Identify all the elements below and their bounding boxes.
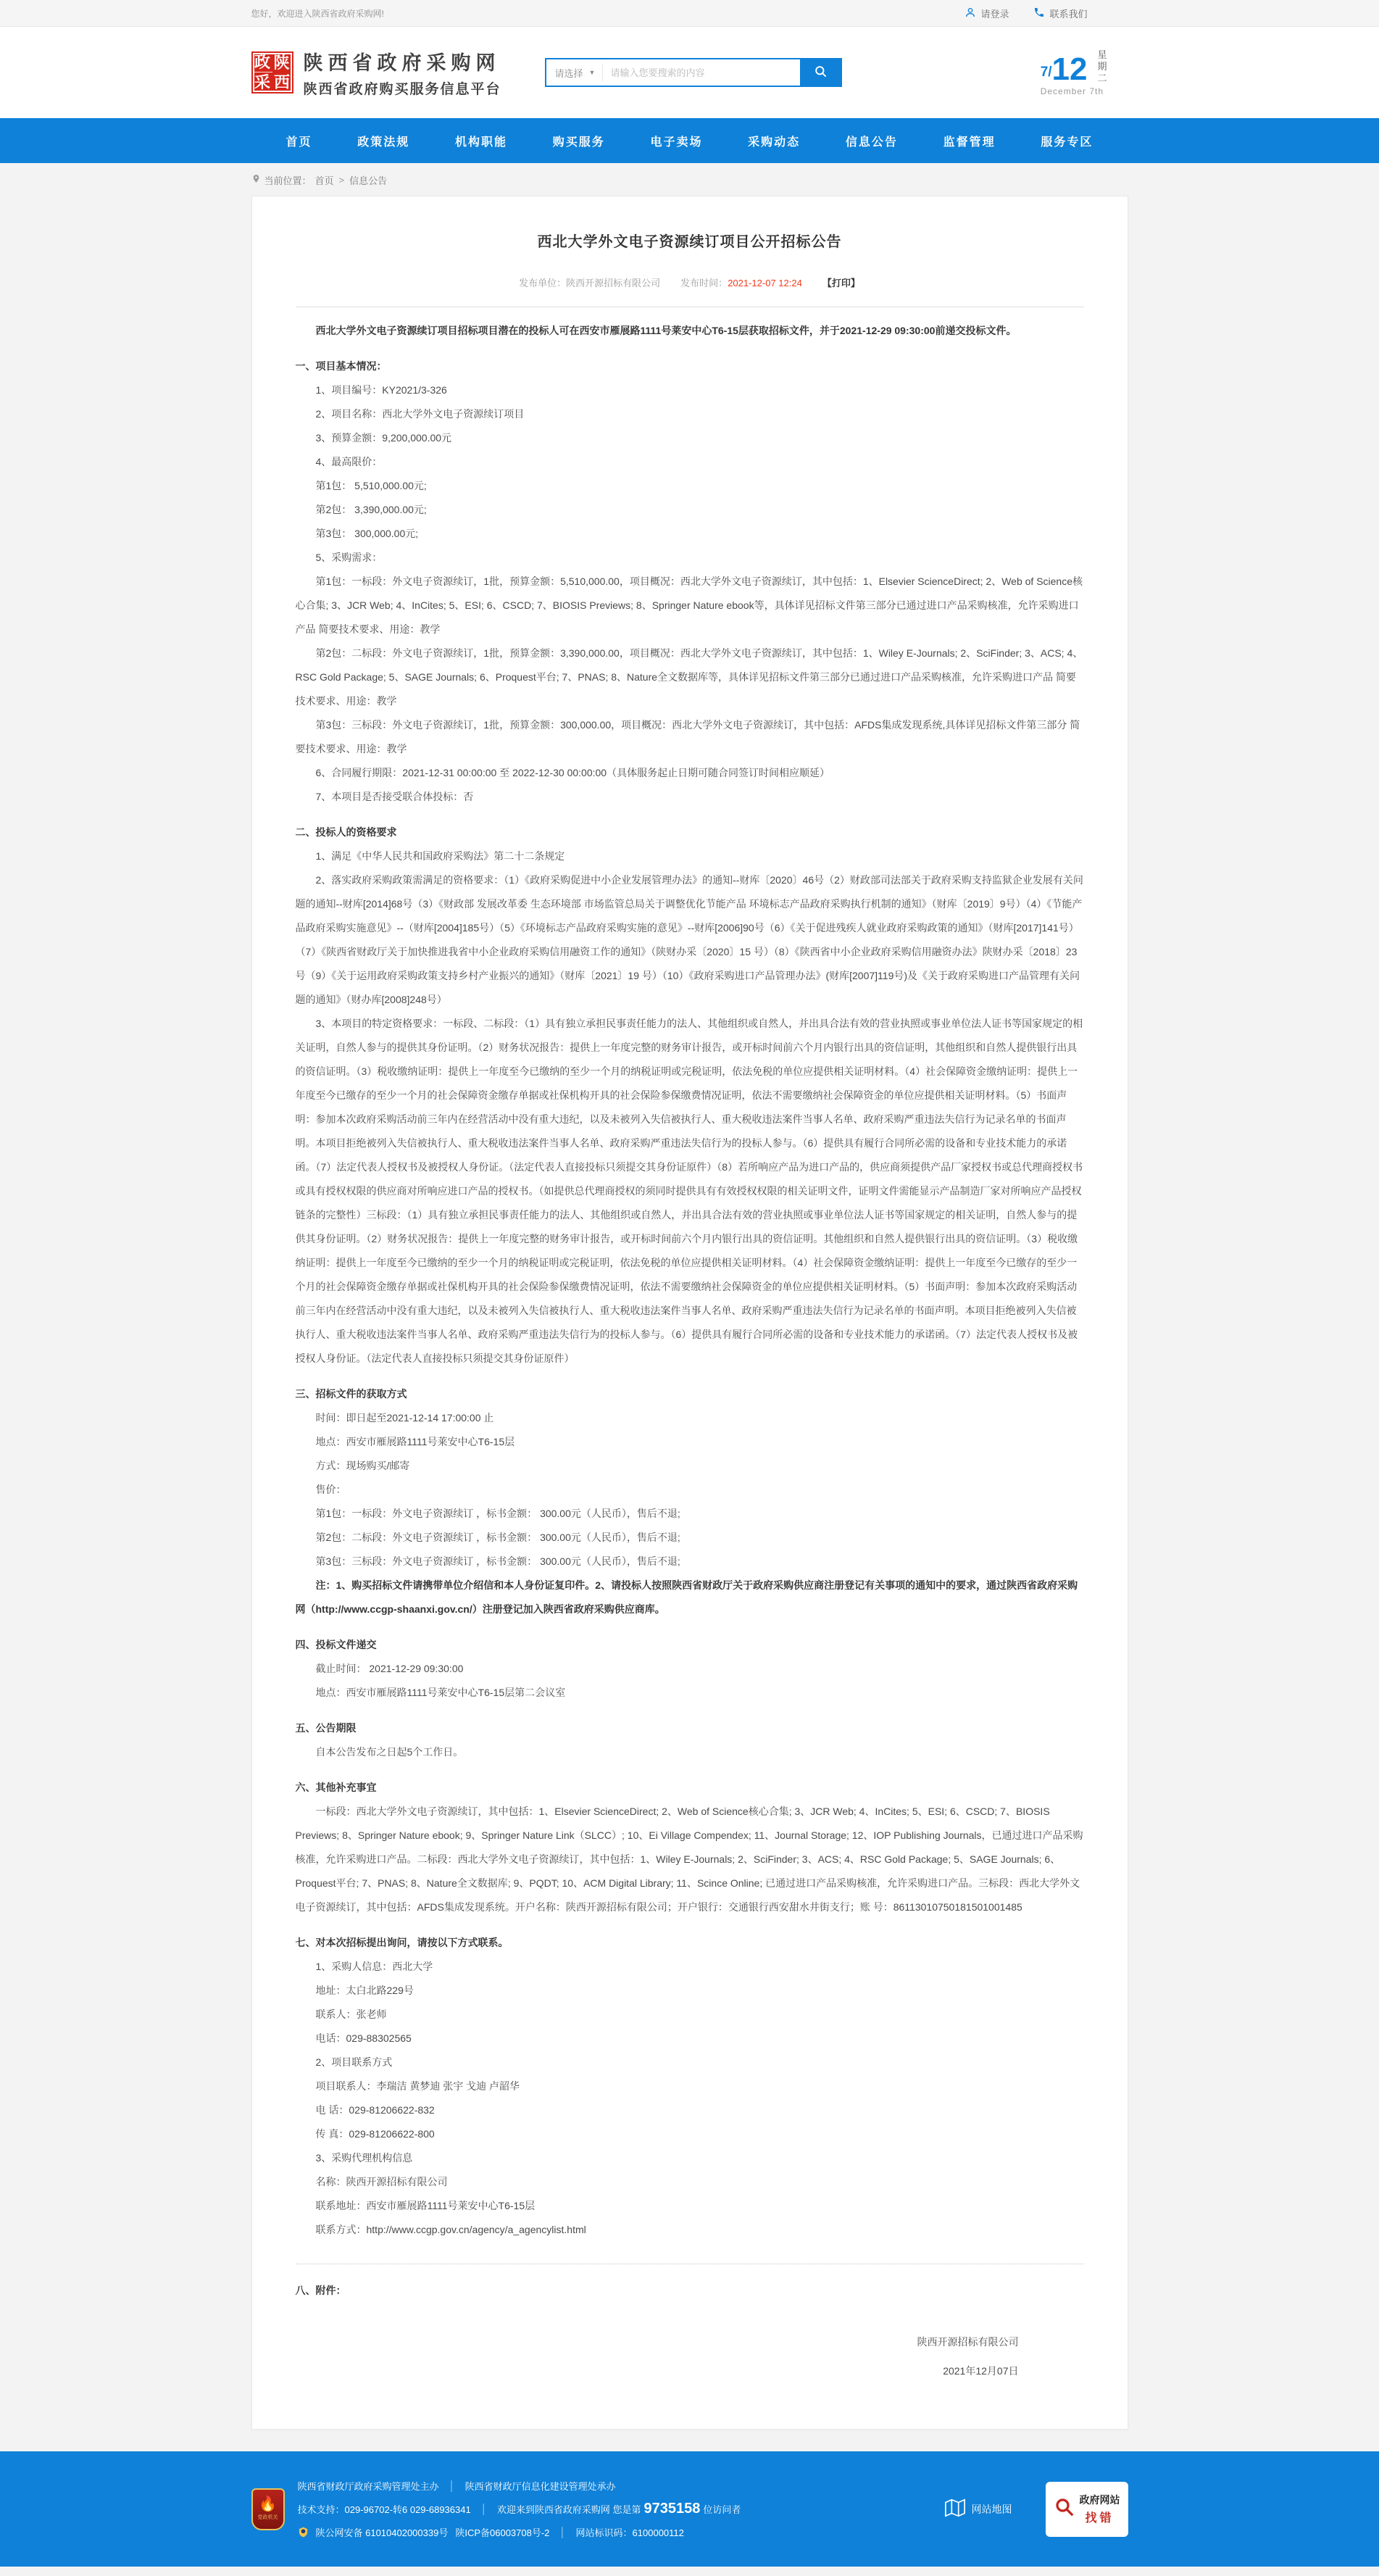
gov-emblem: 🔥 党政机关 [251, 2488, 285, 2530]
article-paragraph: 二、投标人的资格要求 [295, 826, 397, 838]
article-paragraph: 方式：现场购买/邮寄 [315, 1460, 410, 1471]
login-link[interactable]: 请登录 [965, 7, 1009, 20]
article-paragraph: 2、落实政府采购政策需满足的资格要求：（1）《政府采购促进中小企业发展管理办法》的通知--财库〔2020〕46号（2）财政部司法部关于政府采购支持监狱企业发展有关问题的通知--财库[2014]68号（3）《财政部 发展改革委 生态环境部 市场监管总局关于调整优化节能产品 环境标志产品政府采购执行机制的通知》（财库〔2019〕9号）（4）《节能产品政府采购实施意见》--（财库[2004]185号）（5）《环境标志产品政府采购实施的意见》--财库[2006]90号（6）《关于促进残疾人就业政府采购政策的通知》（财库[2017]141号）（7）《陕西省财政厅关于加快推进我省中小企业政府采购信用融资工作的通知》（陕财办采〔2020〕15 号）（8）《陕西省中小企业政府采购信用融资办法》陕财办采〔2018〕23号（9）《关于运用政府采购政策支持乡村产业振兴的通知》（财库〔2021〕19 号）（10）《政府采购进口产品管理办法》(财库[2007]119号)及《关于政府采购进口产品管理有关问题的通知》（财办库[2008]248号） [295, 874, 1083, 1005]
article-meta [296, 275, 1084, 289]
announcement-card [251, 196, 1128, 2430]
contact-link[interactable]: 联系我们 [1033, 7, 1087, 20]
search-icon [814, 65, 828, 80]
article-paragraph: 4、最高限价： [315, 456, 383, 468]
sitemap-link[interactable]: 网站地图 [944, 2497, 1012, 2521]
date-weekday: 星期二 [1097, 49, 1107, 83]
date-english: December 7th [1040, 86, 1104, 96]
date-day-prefix: 7/ [1040, 64, 1052, 80]
article-paragraph: 3、本项目的特定资格要求：一标段、二标段：（1）具有独立承担民事责任能力的法人、其他组织或自然人，并出具合法有效的营业执照或事业单位法人证书等国家规定的相关证明，自然人参与的提供其身份证明。（2）财务状况报告：提供上一年度完整的财务审计报告，或开标时间前六个月内银行出具的资信证明，其他组织和自然人提供银行出具的资信证明。（3）税收缴纳证明：提供上一年度至今已缴纳的至少一个月的纳税证明或完税证明，依法免税的单位应提供相关证明材料。（4）社会保障资金缴纳证明：提供上一年度至今已缴存的至少一个月的社会保障资金缴存单据或社保机构开具的社会保险参保缴费情况证明，依法不需要缴纳社会保障资金的单位应提供相关证明材料。（5）书面声明：参加本次政府采购活动前三年内在经营活动中没有重大违纪，以及未被列入失信被执行人、重大税收违法案件当事人名单、政府采购严重违法失信行为记录名单的书面声明。本项目拒绝被列入失信被执行人、重大税收违法案件当事人名单、政府采购严重违法失信行为的投标人参与。（6）提供具有履行合同所必需的设备和专业技术能力的承诺函。（7）法定代表人授权书及被授权人身份证。（法定代表人直接投标只须提交其身份证原件）（8）若所响应产品为进口产品的，供应商须提供产品厂家授权书或总代理商授权书或具有授权权限的供应商对所响应进口产品的授权书。（如提供总代理商授权的须同时提供具有有效授权权限的相关证明文件，证明文件需能显示产品制造厂家对所响应产品授权链条的完整性）三标段：（1）具有独立承担民事责任能力的法人、其他组织或自然人，并出具合法有效的营业执照或事业单位法人证书等国家规定的相关证明，自然人参与的提供其身份证明。（2）财务状况报告：提供上一年度完整的财务审计报告，或开标时间前六个月内银行出具的资信证明。其他组织和自然人提供银行出具的资信证明。（3）税收缴纳证明：提供上一年度至今已缴纳的至少一个月的纳税证明或完税证明，依法免税的单位应提供相关证明材料。（4）社会保障资金缴纳证明：提供上一年度至今已缴存的至少一个月的社会保障资金缴存单据或社保机构开具的社会保险参保缴费情况证明，依法不需要缴纳社会保障资金的单位应提供相关证明材料。（5）书面声明：参加本次政府采购活动前三年内在经营活动中没有重大违纪，以及未被列入失信被执行人、重大税收违法案件当事人名单、政府采购严重违法失信行为记录名单的书面声明。本项目拒绝被列入失信被执行人、重大税收违法案件当事人名单、政府采购严重违法失信行为的投标人参与。（6）提供具有履行合同所必需的设备和专业技术能力的承诺函。（7）法定代表人授权书及被授权人身份证。（法定代表人直接投标只须提交其身份证原件） [295, 1018, 1083, 1364]
breadcrumb-current[interactable]: 信息公告 [349, 175, 388, 186]
nav-item[interactable]: 监督管理 [943, 136, 996, 149]
article-paragraph: 西北大学外文电子资源续订项目招标项目潜在的投标人可在西安市雁展路1111号莱安中心T6-15层获取招标文件，并于2021-12-29 09:30:00前递交投标文件。 [315, 325, 1017, 336]
article-paragraph: 注：1、购买招标文件请携带单位介绍信和本人身份证复印件。2、请投标人按照陕西省财政厅关于政府采购供应商注册登记有关事项的通知中的要求，通过陕西省政府采购网（http://www.ccgp-shaanxi.gov.cn/）注册登记加入陕西省政府采购供应商库。 [295, 1579, 1078, 1615]
footer-site-code: 网站标识码：6100000112 [575, 2527, 684, 2538]
search-category-select[interactable]: 请选择 ▼ [546, 64, 604, 81]
main-area [0, 163, 1379, 2430]
search-button[interactable] [800, 58, 842, 87]
publisher: 发布单位：陕西开源招标有限公司 [519, 278, 661, 288]
chevron-down-icon: ▼ [588, 69, 596, 76]
article-paragraph: 5、采购需求： [315, 552, 383, 563]
article-paragraph: 第1包：一标段：外文电子资源续订，1批，预算金额：5,510,000.00，项目概况：西北大学外文电子资源续订，其中包括：1、Elsevier ScienceDirect; 2、Web of Science核心合集; 3、JCR Web; 4、InCites; 5、ESI; 6、CSCD; 7、BIOSIS Previews; 8、Springer Nature ebook等，具体详见招标文件第三部分已通过进口产品采购核准，允许采购进口产品 简要技术要求、用途：教学 [295, 576, 1083, 635]
article-body [296, 319, 1084, 2303]
article-paragraph: 第2包：二标段：外文电子资源续订 ，标书金额： 300.00元（人民币），售后不退; [315, 1532, 680, 1543]
date-day: 12 [1051, 51, 1088, 87]
error-report-widget[interactable] [1046, 2482, 1128, 2537]
nav-item[interactable]: 首页 [286, 136, 312, 149]
article-paragraph: 项目联系人：李瑞洁 黄梦迪 张宇 戈迪 卢韶华 [315, 2080, 520, 2092]
signature-date: 2021年12月07日 [943, 2365, 1019, 2377]
site-footer: 🔥 党政机关 陕西省财政厅政府采购管理处主办 │ 陕西省财政厅信息化建设管理处承办 技术支持：029-96702-转6 029-68936341 │ 欢迎来到陕西省政府采购网 您是第 9735158 位访问者 陕公网安备 61010402000339号 陕ICP备06003708号-2 │ 网站标识码：6100000112 网站地图 政府网站 找错 [0, 2451, 1379, 2567]
article-paragraph: 截止时间： 2021-12-29 09:30:00 [315, 1663, 464, 1674]
police-badge-icon [298, 2527, 309, 2538]
welcome-text: 您好，欢迎进入陕西省政府采购网! [251, 8, 384, 19]
footer-sponsor: 陕西省财政厅政府采购管理处主办 [297, 2481, 439, 2492]
signature-company: 陕西开源招标有限公司 [917, 2336, 1019, 2348]
site-title: 陕西省政府采购网 [303, 52, 501, 74]
article-paragraph: 联系地址：西安市雁展路1111号莱安中心T6-15层 [315, 2200, 536, 2211]
location-pin-icon [251, 175, 261, 186]
article-paragraph: 第2包：二标段：外文电子资源续订，1批，预算金额：3,390,000.00，项目概况：西北大学外文电子资源续订，其中包括：1、Wiley E-Journals; 2、SciFinder; 3、ACS; 4、RSC Gold Package; 5、SAGE Journals; 6、Proquest平台; 7、PNAS; 8、Nature全文数据库等，具体详见招标文件第三部分已通过进口产品采购核准，允许采购进口产品 简要技术要求、用途：教学 [295, 647, 1083, 707]
article-paragraph: 售价： [315, 1484, 346, 1495]
article-paragraph: 1、采购人信息：西北大学 [315, 1961, 433, 1972]
site-header [0, 27, 1379, 118]
breadcrumb-home[interactable]: 首页 [314, 175, 334, 186]
breadcrumb-label: 当前位置： [264, 175, 312, 186]
footer-organizer: 陕西省财政厅信息化建设管理处承办 [464, 2481, 616, 2492]
article-paragraph: 地点：西安市雁展路1111号莱安中心T6-15层第二会议室 [315, 1687, 566, 1698]
publish-time: 发布时间：2021-12-07 12:24 [680, 278, 802, 288]
article-paragraph: 第3包： 300,000.00元; [315, 528, 419, 539]
article-paragraph: 3、预算金额：9,200,000.00元 [315, 432, 452, 444]
article-paragraph: 电 话：029-81206622-832 [315, 2104, 435, 2116]
error-magnifier-icon [1054, 2496, 1075, 2522]
map-icon [944, 2497, 966, 2521]
article-paragraph: 3、采购代理机构信息 [315, 2152, 413, 2164]
article-paragraph: 地址：太白北路229号 [315, 1985, 414, 1996]
article-paragraph: 6、合同履行期限：2021-12-31 00:00:00 至 2022-12-30 00:00:00（具体服务起止日期可随合同签订时间相应顺延） [315, 767, 830, 778]
error-report-title: 政府网站 [1079, 2494, 1120, 2506]
article-paragraph: 一、项目基本情况： [295, 360, 387, 372]
article-paragraph: 地点：西安市雁展路1111号莱安中心T6-15层 [315, 1436, 515, 1447]
article-paragraph: 1、满足《中华人民共和国政府采购法》第二十二条规定 [315, 850, 565, 862]
error-report-action: 找错 [1085, 2512, 1115, 2525]
nav-item[interactable]: 信息公告 [845, 136, 898, 149]
article-paragraph: 7、本项目是否接受联合体投标：否 [315, 791, 474, 802]
brand [251, 47, 501, 98]
article-paragraph: 联系人：张老师 [315, 2008, 387, 2020]
article-paragraph: 第3包：三标段：外文电子资源续订，1批，预算金额：300,000.00，项目概况：西北大学外文电子资源续订，其中包括：AFDS集成发现系统,具体详见招标文件第三部分 简要技术要求、用途：教学 [295, 719, 1080, 755]
signature-block [296, 2327, 1084, 2385]
article-paragraph: 三、招标文件的获取方式 [295, 1388, 407, 1400]
article-paragraph: 电话：029-88302565 [315, 2032, 412, 2044]
print-button[interactable]: 【打印】 [822, 278, 860, 288]
article-paragraph: 2、项目联系方式 [315, 2056, 393, 2068]
article-paragraph: 六、其他补充事宜 [295, 1782, 377, 1793]
publish-time-value: 2021-12-07 12:24 [728, 278, 802, 288]
breadcrumb-separator: > [338, 175, 345, 186]
footer-visitor-text: 欢迎来到陕西省政府采购网 您是第 9735158 位访问者 [496, 2501, 741, 2517]
search-input[interactable] [603, 67, 799, 78]
footer-tech-support: 技术支持：029-96702-转6 029-68936341 [297, 2504, 471, 2515]
article-paragraph: 五、公告期限 [295, 1722, 357, 1734]
article-paragraph: 第1包： 5,510,000.00元; [315, 480, 427, 491]
torch-icon: 🔥 [259, 2496, 277, 2512]
article-paragraph: 时间：即日起至2021-12-14 17:00:00 止 [315, 1412, 494, 1424]
article-paragraph: 传 真：029-81206622-800 [315, 2128, 435, 2140]
nav-item[interactable]: 政策法规 [357, 136, 410, 149]
article-paragraph: 名称：陕西开源招标有限公司 [315, 2176, 448, 2187]
phone-icon [1033, 7, 1045, 20]
footer-icp-link[interactable]: 陕ICP备06003708号-2 [455, 2527, 550, 2538]
page-title: 西北大学外文电子资源续订项目公开招标公告 [537, 234, 842, 250]
user-icon [965, 7, 976, 20]
breadcrumb [251, 163, 1128, 196]
nav-item[interactable]: 机构职能 [454, 136, 507, 149]
site-logo[interactable]: 政 陕 采 西 [251, 51, 293, 94]
nav-item[interactable]: 服务专区 [1041, 136, 1093, 149]
nav-item[interactable]: 电子卖场 [650, 136, 703, 149]
article-paragraph: 1、项目编号：KY2021/3-326 [315, 384, 447, 396]
main-nav [0, 118, 1379, 163]
site-subtitle: 陕西省政府购买服务信息平台 [303, 82, 501, 97]
article-paragraph: 自本公告发布之日起5个工作日。 [315, 1746, 464, 1758]
topbar [0, 0, 1379, 27]
nav-item[interactable]: 购买服务 [552, 136, 605, 149]
article-paragraph: 一标段：西北大学外文电子资源续订，其中包括：1、Elsevier ScienceDirect; 2、Web of Science核心合集; 3、JCR Web; 4、InCites; 5、ESI; 6、CSCD; 7、BIOSIS Previews; 8、Springer Nature ebook; 9、Springer Nature Link（SLCC）; 10、Ei Village Compendex; 11、Journal Storage; 12、IOP Publishing Journals，已通过进口产品采购核准，允许采购进口产品。二标段：西北大学外文电子资源续订，其中包括：1、Wiley E-Journals; 2、SciFinder; 3、ACS; 4、RSC Gold Package; 5、SAGE Journals; 6、Proquest平台; 7、PNAS; 8、Nature全文数据库; 9、PQDT; 10、ACM Digital Library; 11、Scince Online; 已通过进口产品采购核准，允许采购进口产品。三标段：西北大学外文电子资源续订，其中包括：AFDS集成发现系统。开户名称：陕西开源招标有限公司；开户银行：交通银行西安甜水井街支行；账 号：86113010750181501001485 [295, 1806, 1083, 1913]
date-widget [1041, 49, 1128, 96]
article-paragraph: 2、项目名称：西北大学外文电子资源续订项目 [315, 408, 525, 420]
article-paragraph: 联系方式：http://www.ccgp.gov.cn/agency/a_agencylist.html [315, 2224, 586, 2235]
visitor-count: 9735158 [643, 2501, 701, 2517]
search-bar [545, 58, 842, 87]
footer-police-beian-link[interactable]: 陕公网安备 61010402000339号 [315, 2527, 449, 2538]
article-paragraph: 第2包： 3,390,000.00元; [315, 504, 427, 515]
nav-item[interactable]: 采购动态 [748, 136, 801, 149]
article-paragraph: 七、对本次招标提出询问，请按以下方式联系。 [295, 1937, 509, 1948]
article-paragraph: 四、投标文件递交 [295, 1639, 377, 1650]
article-paragraph: 八、附件： [295, 2285, 346, 2296]
article-paragraph: 第3包：三标段：外文电子资源续订 ，标书金额： 300.00元（人民币），售后不退; [315, 1555, 680, 1567]
article-paragraph: 第1包：一标段：外文电子资源续订 ，标书金额： 300.00元（人民币），售后不退; [315, 1508, 680, 1519]
